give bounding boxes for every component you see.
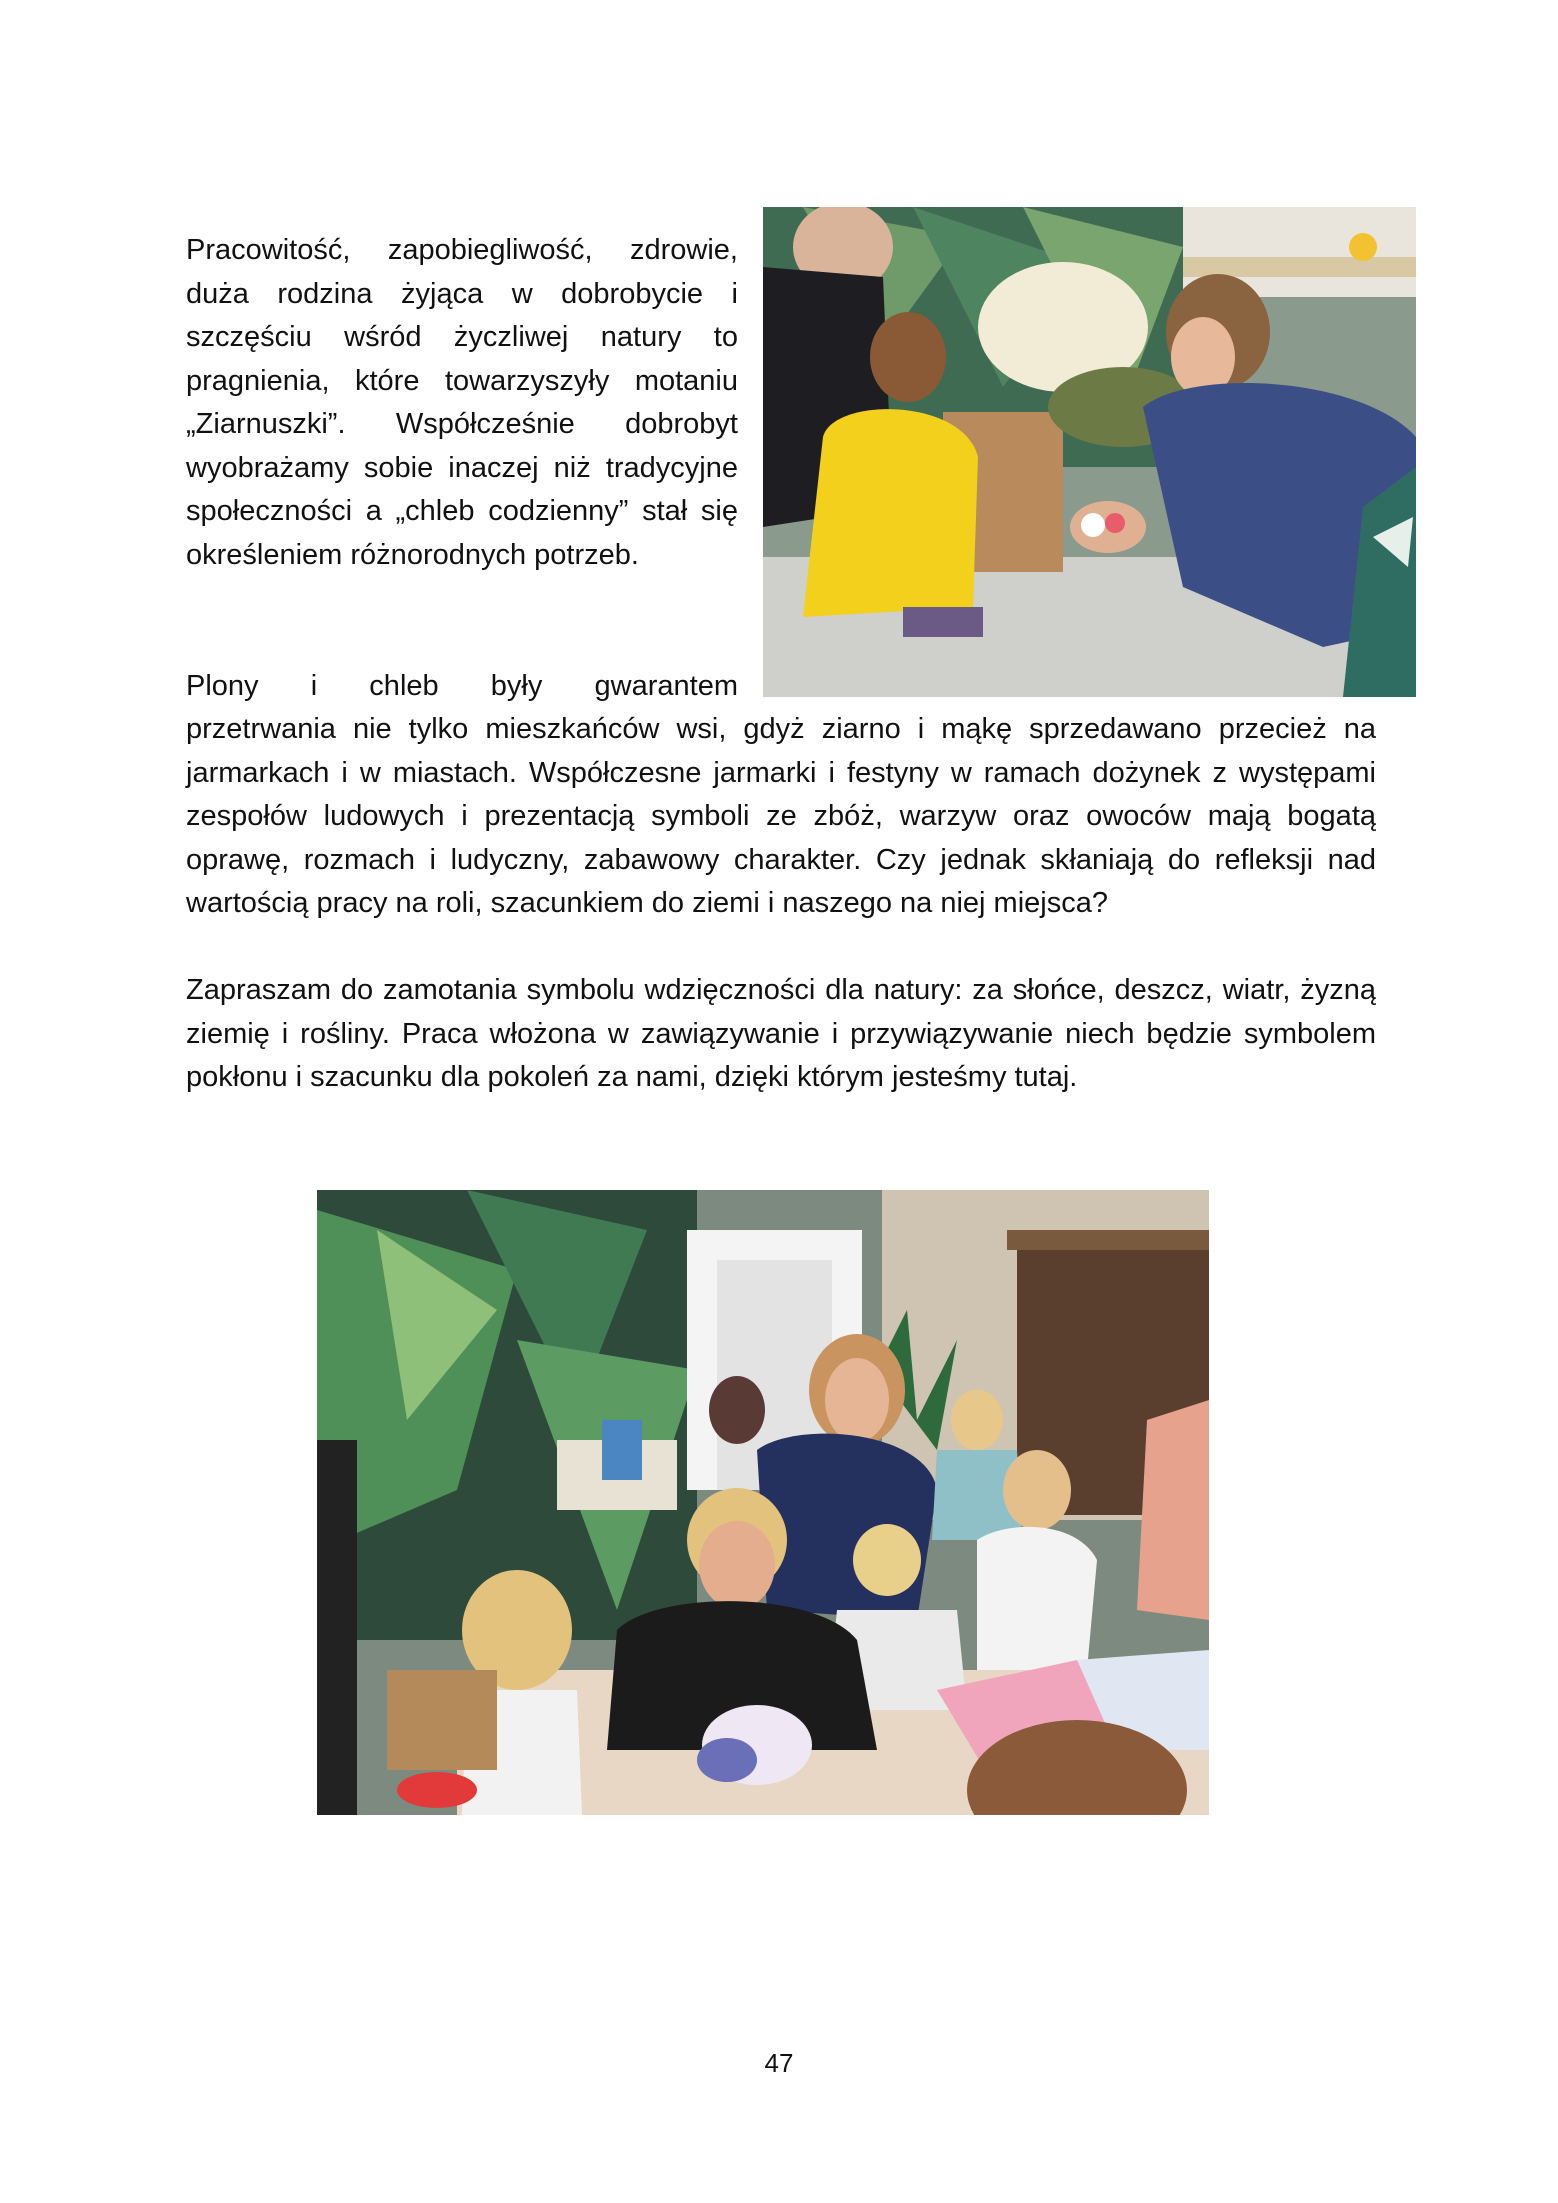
paragraph-harvest-start: Plony i chleb były gwarantem [186, 670, 738, 702]
workshop-photo-top-image [763, 207, 1416, 697]
paragraph-invitation: Zapraszam do zamotania symbolu wdzięczności dla natury: za słońce, deszcz, wiatr, żyzną ziemię i rośliny. Praca włożona w zawiązywanie i przywiązywanie niech będzie symbolem pokłonu i szacunku dla pokoleń za nami, dzięki którym jesteśmy tutaj. [186, 974, 1376, 1093]
paragraph-intro: Pracowitość, zapobiegliwość, zdrowie, duża rodzina żyjąca w dobrobycie i szczęściu wśród życzliwej natury to pragnienia, które towarzyszyły motaniu „Ziarnuszki”. Współcześnie dobrobyt wyobrażamy sobie inaczej niż tradycyjne społeczności a „chleb codzienny” stał się określeniem różnorodnych potrzeb. [186, 234, 738, 571]
paragraph-harvest: przetrwania nie tylko mieszkańców wsi, gdyż ziarno i mąkę sprzedawano przecież na jarmarkach i w miastach. Współczesne jarmarki i festyny w ramach dożynek z występami zespołów ludowych i prezentacją symboli ze zbóż, warzyw oraz owoców mają bogatą oprawę, rozmach i ludyczny, zabawowy charakter. Czy jednak skłaniają do refleksji nad wartością pracy na roli, szacunkiem do ziemi i naszego na niej miejsca? [186, 713, 1376, 919]
workshop-photo-bottom [317, 1190, 1209, 1815]
workshop-photo-top [763, 207, 1416, 697]
page-number: 47 [764, 2048, 794, 2078]
workshop-photo-bottom-image [317, 1190, 1209, 1815]
